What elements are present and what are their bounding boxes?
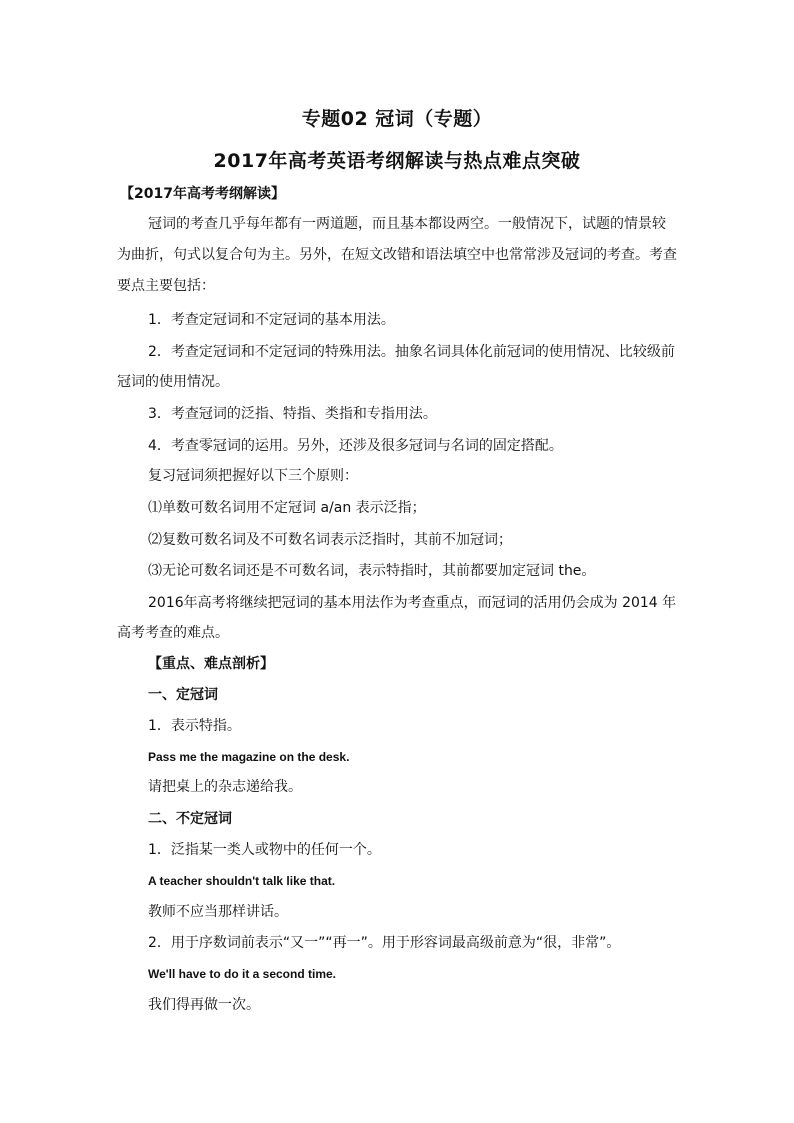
definite-usage-1: 1．表示特指。 [148,718,241,734]
intro-line-3: 要点主要包括： [117,278,215,294]
page-title: 专题02 冠词（专题） [301,108,493,130]
intro-line-2: 为曲折，句式以复合句为主。另外，在短文改错和语法填空中也常常涉及冠词的考查。考查 [117,247,677,263]
forecast-line-1: 2016年高考将继续把冠词的基本用法作为考查重点，而冠词的活用仍会成为 2014 年 [148,595,677,611]
indefinite-example-2-zh: 我们得再做一次。 [148,997,260,1013]
section-heading-syllabus: 【2017年高考考纲解读】 [120,186,285,202]
principle-2: ⑵复数可数名词及不可数名词表示泛指时，其前不加冠词； [148,532,512,548]
indefinite-example-1-zh: 教师不应当那样讲话。 [148,904,288,920]
point-1: 1．考查定冠词和不定冠词的基本用法。 [148,312,395,328]
page-subtitle: 2017年高考英语考纲解读与热点难点突破 [213,150,581,172]
indefinite-usage-1: 1．泛指某一类人或物中的任何一个。 [148,842,381,858]
principle-3: ⑶无论可数名词还是不可数名词，表示特指时，其前都要加定冠词 the。 [148,563,596,579]
heading-definite-article: 一、定冠词 [148,687,218,703]
indefinite-usage-2: 2．用于序数词前表示“又一”“再一”。用于形容词最高级前意为“很，非常”。 [148,935,621,951]
principles-intro: 复习冠词须把握好以下三个原则： [148,468,358,484]
point-2-line-1: 2．考查定冠词和不定冠词的特殊用法。抽象名词具体化前冠词的使用情况、比较级前 [148,344,675,360]
principle-1: ⑴单数可数名词用不定冠词 a/an 表示泛指； [148,500,426,516]
definite-example-1-zh: 请把桌上的杂志递给我。 [148,779,302,795]
point-3: 3．考查冠词的泛指、特指、类指和专指用法。 [148,406,437,422]
indefinite-example-1-en: A teacher shouldn't talk like that. [148,874,336,888]
section-heading-analysis: 【重点、难点剖析】 [148,656,274,672]
forecast-line-2: 高考考查的难点。 [117,625,229,641]
point-2-line-2: 冠词的使用情况。 [117,374,229,390]
indefinite-example-2-en: We'll have to do it a second time. [148,967,337,981]
definite-example-1-en: Pass me the magazine on the desk. [148,750,350,764]
intro-line-1: 冠词的考查几乎每年都有一两道题，而且基本都设两空。一般情况下，试题的情景较 [148,216,666,232]
heading-indefinite-article: 二、不定冠词 [148,811,232,827]
point-4: 4．考查零冠词的运用。另外，还涉及很多冠词与名词的固定搭配。 [148,438,563,454]
